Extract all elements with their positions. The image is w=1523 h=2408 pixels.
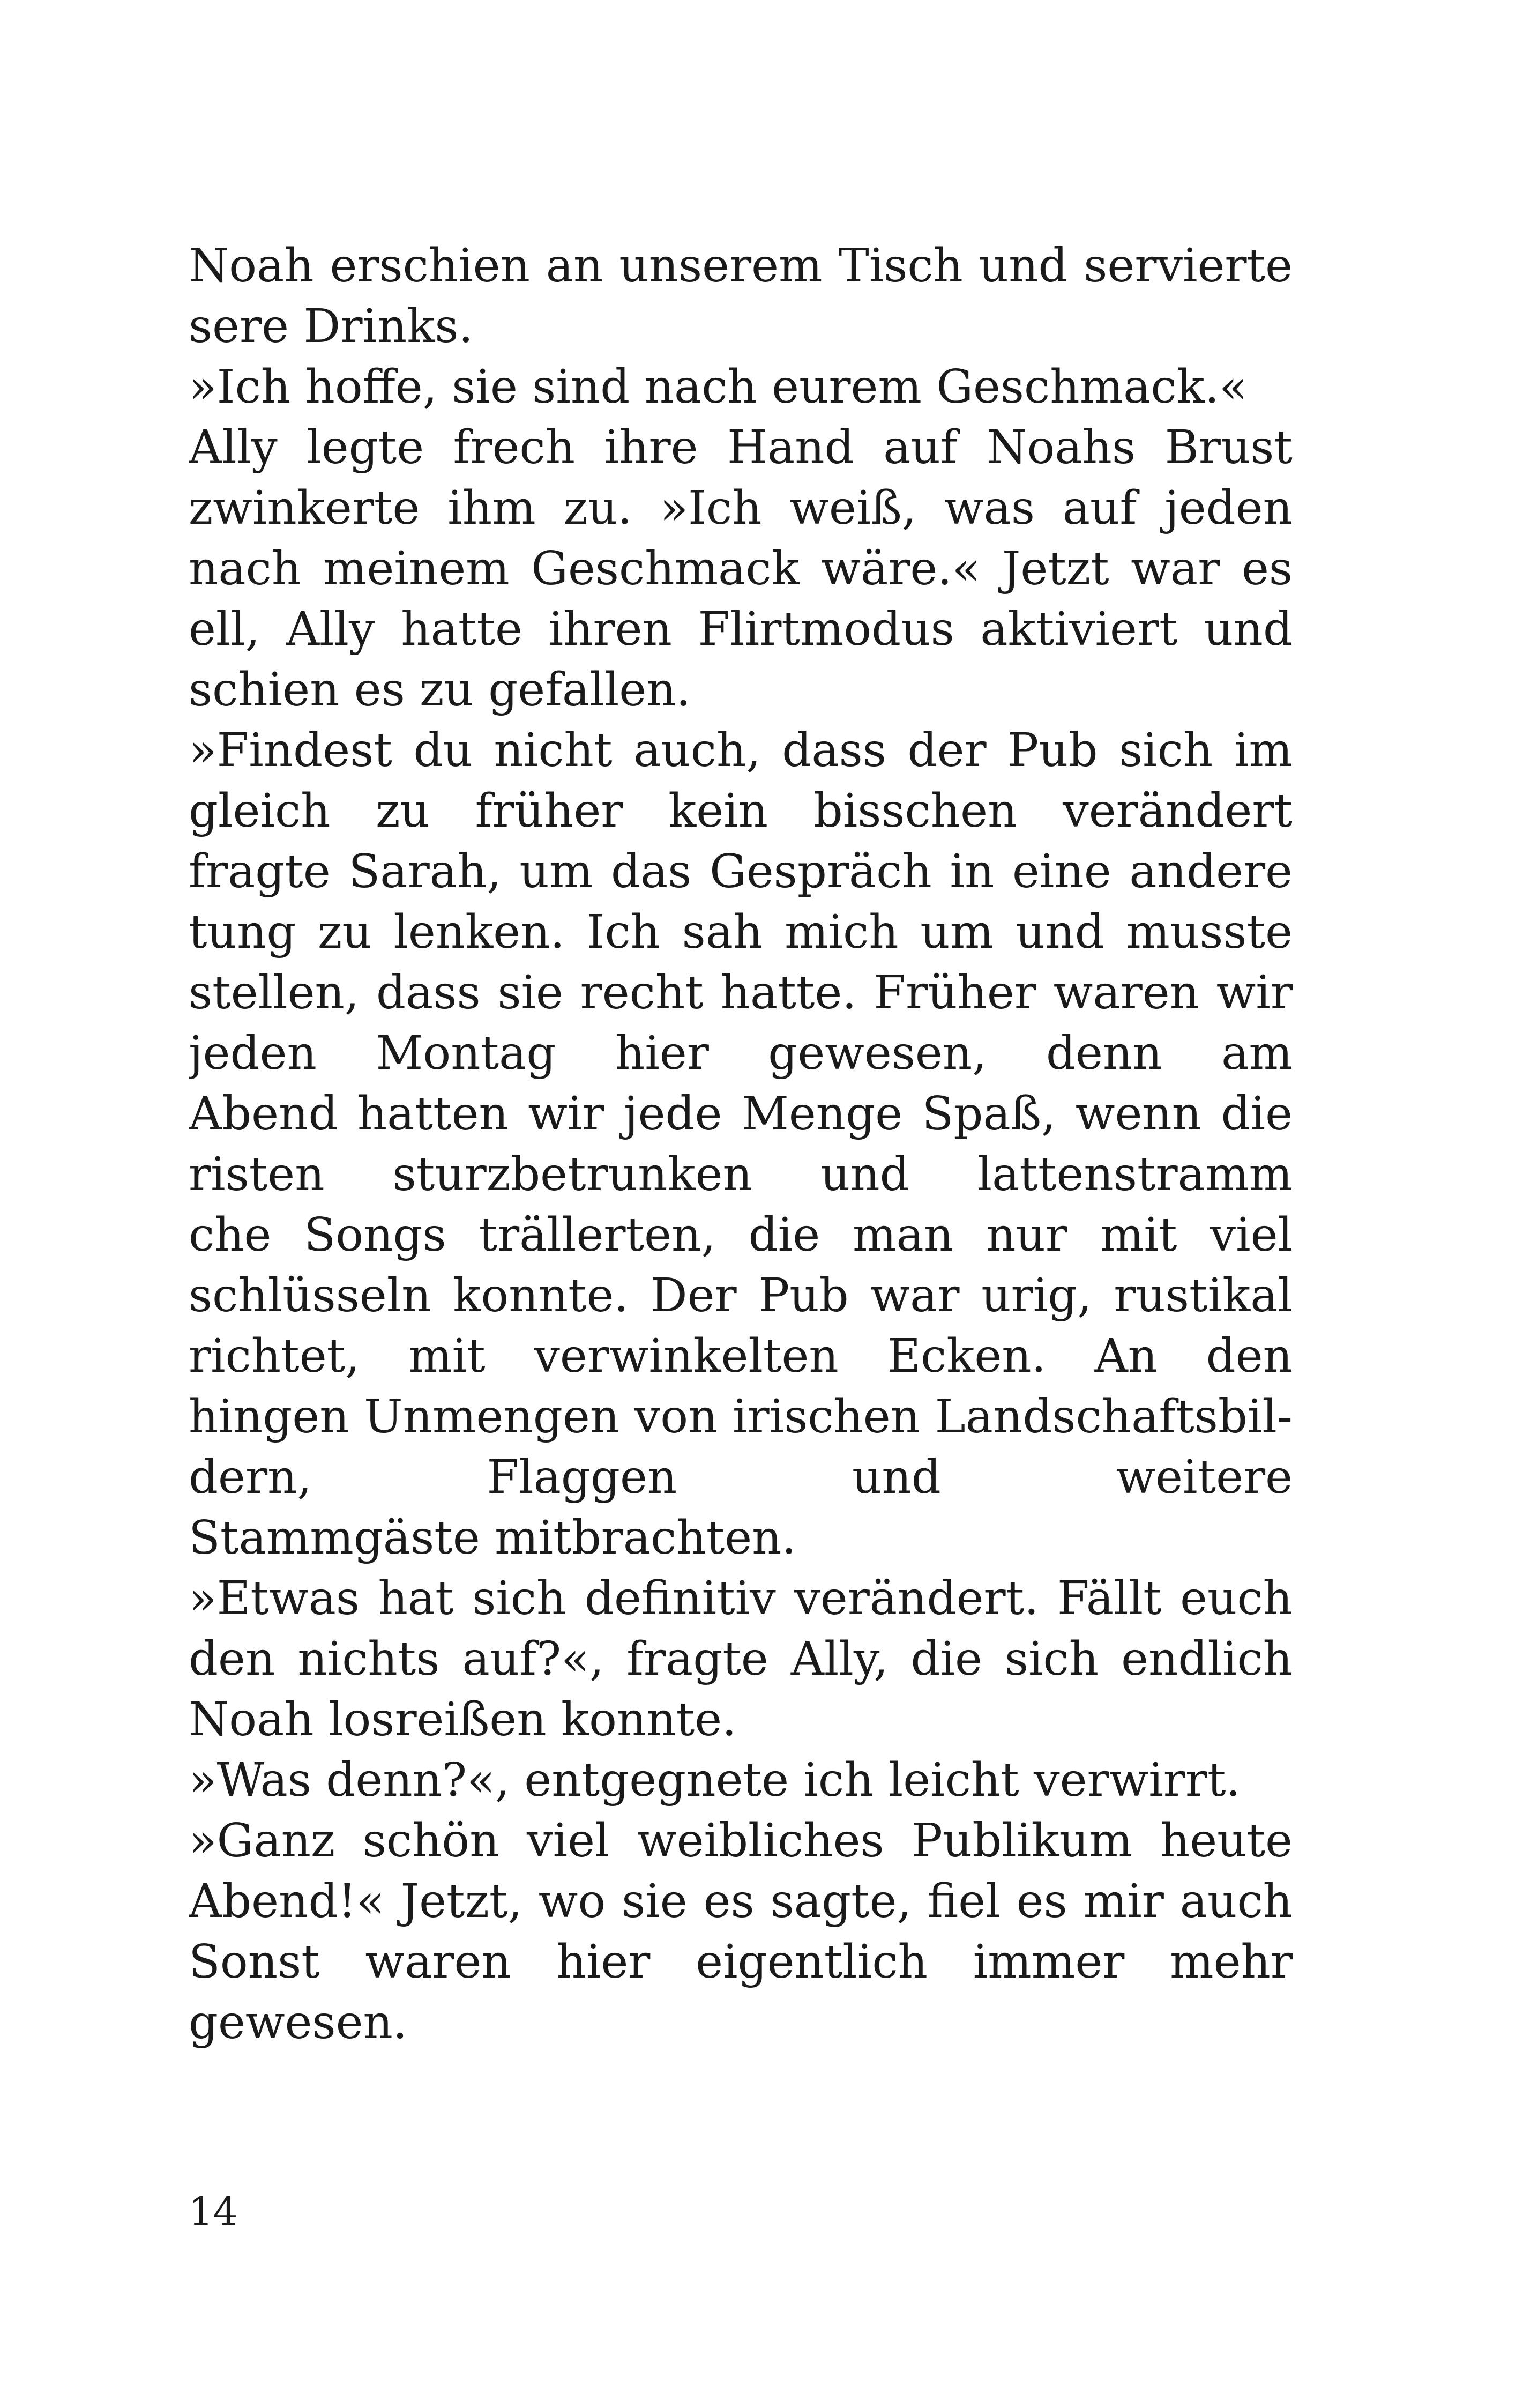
text-line: jeden Montag hier gewesen, denn am [189,1027,1293,1080]
text-line: stellen, dass sie recht hatte. Früher waren wir [189,966,1293,1020]
text-line: »Ich hoffe, sie sind nach eurem Geschmack.« [189,360,1248,414]
text-line: hingen Unmengen von irischen Landschaftsbil- [189,1390,1293,1444]
text-line: Sonst waren hier eigentlich immer mehr [189,1935,1293,1989]
text-line: nach meinem Geschmack wäre.« Jetzt war es [189,542,1293,596]
text-line: ell, Ally hatte ihren Flirtmodus aktiviert und [189,603,1293,656]
text-line: gleich zu früher kein bisschen verändert [189,784,1293,838]
text-line: tung zu lenken. Ich sah mich um und musste [189,905,1293,959]
text-line: richtet, mit verwinkelten Ecken. An den [189,1329,1293,1383]
text-line: dern, Flaggen und weitere [189,1451,1293,1504]
text-line: Ally legte frech ihre Hand auf Noahs Brust [189,421,1293,474]
text-line: zwinkerte ihm zu. »Ich weiß, was auf jeden [189,481,1293,535]
text-line: schlüsseln konnte. Der Pub war urig, rustikal [189,1269,1293,1322]
text-line: Abend hatten wir jede Menge Spaß, wenn die [189,1087,1293,1141]
text-line: Stammgäste mitbrachten. [189,1511,796,1565]
text-line: Noah losreißen konnte. [189,1693,737,1746]
page-number: 14 [189,2189,238,2234]
text-line: schien es zu gefallen. [189,663,691,717]
text-line: risten sturzbetrunken und lattenstramm [189,1148,1293,1201]
text-line: gewesen. [189,1996,408,2049]
text-line: che Songs trällerten, die man nur mit viel [189,1208,1293,1262]
text-line: Noah erschien an unserem Tisch und servierte [189,239,1293,293]
text-line: fragte Sarah, um das Gespräch in eine andere [189,845,1293,898]
text-line: »Findest du nicht auch, dass der Pub sich im [189,724,1293,777]
text-line: »Ganz schön viel weibliches Publikum heute [189,1814,1293,1868]
text-line: Abend!« Jetzt, wo sie es sagte, fiel es mir auch [189,1875,1293,1928]
text-line: »Was denn?«, entgegnete ich leicht verwirrt. [189,1753,1241,1807]
text-line: sere Drinks. [189,300,473,353]
text-line: den nichts auf?«, fragte Ally, die sich endlich [189,1632,1293,1686]
text-line: »Etwas hat sich definitiv verändert. Fällt euch [189,1572,1293,1625]
body-text [189,236,1293,2053]
